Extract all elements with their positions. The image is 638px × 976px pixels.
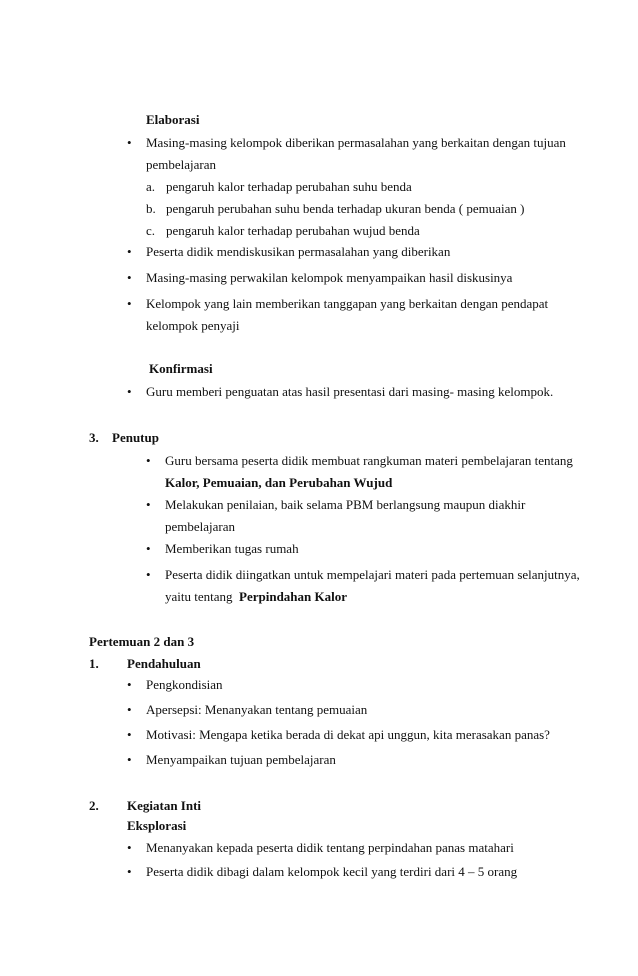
- eksplorasi-heading: Eksplorasi: [127, 818, 187, 833]
- pendahuluan-item-4: Menyampaikan tujuan pembelajaran: [146, 752, 336, 767]
- penutup-item-3: Memberikan tugas rumah: [165, 541, 299, 556]
- kegiatan-inti-number: 2.: [89, 798, 99, 813]
- elaborasi-item-2: Peserta didik mendiskusikan permasalahan yang diberikan: [146, 244, 451, 259]
- sub-a-marker: a.: [146, 179, 156, 194]
- bullet-icon: •: [127, 135, 132, 150]
- bullet-icon: •: [127, 702, 132, 717]
- konfirmasi-item-1: Guru memberi penguatan atas hasil presentasi dari masing- masing kelompok.: [146, 384, 554, 399]
- bullet-icon: •: [127, 840, 132, 855]
- penutup-item-4-prefix: yaitu tentang: [165, 589, 233, 604]
- bullet-icon: •: [146, 453, 151, 468]
- elaborasi-item-4-line-2: kelompok penyaji: [146, 318, 240, 333]
- pendahuluan-item-1: Pengkondisian: [146, 677, 223, 692]
- bullet-icon: •: [127, 864, 132, 879]
- sub-c-marker: c.: [146, 223, 156, 238]
- penutup-item-2-line-2: pembelajaran: [165, 519, 236, 534]
- bullet-icon: •: [127, 296, 132, 311]
- penutup-item-4-line-1: Peserta didik diingatkan untuk mempelajari materi pada pertemuan selanjutnya,: [165, 567, 580, 582]
- pertemuan-heading: Pertemuan 2 dan 3: [89, 634, 195, 649]
- penutup-item-1-line-2: Kalor, Pemuaian, dan Perubahan Wujud: [165, 475, 393, 490]
- penutup-heading: Penutup: [112, 430, 159, 445]
- elaborasi-item-4-line-1: Kelompok yang lain memberikan tanggapan yang berkaitan dengan pendapat: [146, 296, 549, 311]
- elaborasi-heading: Elaborasi: [146, 112, 200, 127]
- bullet-icon: •: [127, 727, 132, 742]
- bullet-icon: •: [146, 567, 151, 582]
- bullet-icon: •: [127, 384, 132, 399]
- elaborasi-item-3: Masing-masing perwakilan kelompok menyampaikan hasil diskusinya: [146, 270, 513, 285]
- konfirmasi-heading: Konfirmasi: [149, 361, 213, 376]
- sub-b-marker: b.: [146, 201, 156, 216]
- penutup-number: 3.: [89, 430, 99, 445]
- pendahuluan-number: 1.: [89, 656, 99, 671]
- kegiatan-inti-heading: Kegiatan Inti: [127, 798, 202, 813]
- elaborasi-item-1-line-1: Masing-masing kelompok diberikan permasalahan yang berkaitan dengan tujuan: [146, 135, 566, 150]
- bullet-icon: •: [127, 270, 132, 285]
- penutup-item-4-line-2: [165, 589, 347, 605]
- sub-item-b: pengaruh perubahan suhu benda terhadap ukuran benda ( pemuaian ): [166, 201, 525, 216]
- elaborasi-item-1-line-2: pembelajaran: [146, 157, 217, 172]
- sub-item-c: pengaruh kalor terhadap perubahan wujud benda: [166, 223, 420, 238]
- pendahuluan-heading: Pendahuluan: [127, 656, 201, 671]
- pendahuluan-item-3: Motivasi: Mengapa ketika berada di dekat api unggun, kita merasakan panas?: [146, 727, 550, 742]
- bullet-icon: •: [127, 752, 132, 767]
- penutup-item-2-line-1: Melakukan penilaian, baik selama PBM berlangsung maupun diakhir: [165, 497, 526, 512]
- eksplorasi-item-1: Menanyakan kepada peserta didik tentang perpindahan panas matahari: [146, 840, 514, 855]
- bullet-icon: •: [127, 677, 132, 692]
- bullet-icon: •: [146, 497, 151, 512]
- penutup-item-4-topic: Perpindahan Kalor: [239, 589, 348, 604]
- eksplorasi-item-2: Peserta didik dibagi dalam kelompok kecil yang terdiri dari 4 – 5 orang: [146, 864, 518, 879]
- pendahuluan-item-2: Apersepsi: Menanyakan tentang pemuaian: [146, 702, 368, 717]
- sub-item-a: pengaruh kalor terhadap perubahan suhu benda: [166, 179, 412, 194]
- penutup-item-1-line-1: Guru bersama peserta didik membuat rangkuman materi pembelajaran tentang: [165, 453, 573, 468]
- bullet-icon: •: [127, 244, 132, 259]
- bullet-icon: •: [146, 541, 151, 556]
